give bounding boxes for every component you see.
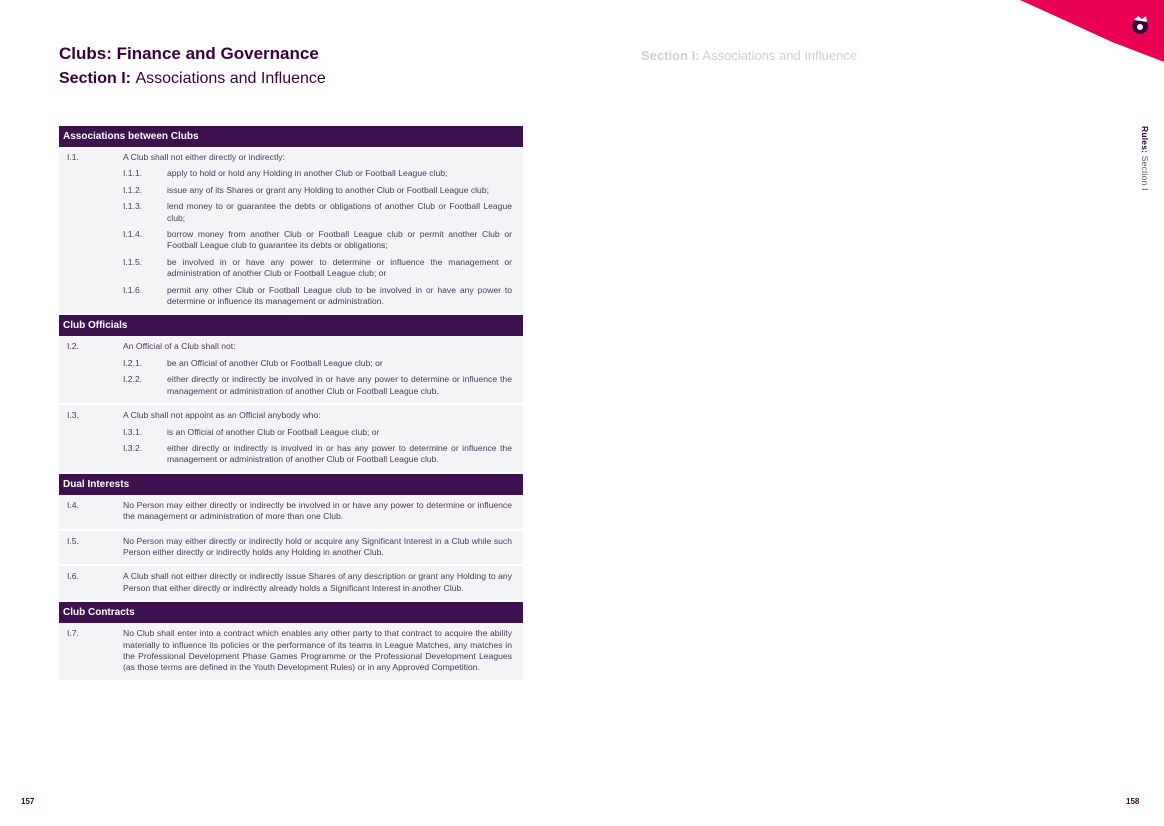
sub-rule-text: issue any of its Shares or grant any Holding to another Club or Football League club; — [167, 184, 489, 195]
sub-rule-number: I.1.6. — [123, 284, 143, 295]
side-tab-label — [1140, 126, 1150, 191]
sub-rule-text: apply to hold or hold any Holding in another Club or Football League club; — [167, 168, 448, 179]
sub-rule-text: be an Official of another Club or Football League club; or — [167, 357, 383, 368]
sub-rule-text: either directly or indirectly is involved in or has any power to determine or influence the management or administration of another Club or Football League club. — [167, 442, 512, 465]
sub-rule-text: be involved in or have any power to determine or influence the management or administration of another Club or Football League club; or — [167, 256, 512, 279]
rule-text: A Club shall not appoint as an Official anybody who: — [123, 410, 321, 421]
section-subtitle — [59, 70, 326, 88]
sub-rule-number: I.3.1. — [123, 426, 143, 437]
sub-rule-text: either directly or indirectly be involved in or have any power to determine or influence the management or administration of another Club or Football League club. — [167, 374, 512, 396]
sub-rule-text: permit any other Club or Football League club to be involved in or have any power to determine or influence its management or administration. — [167, 284, 512, 307]
rule-line — [67, 152, 512, 163]
sub-rule-number: I.1.2. — [123, 184, 143, 195]
rule-text: A Club shall not either directly or indirectly: — [123, 152, 285, 162]
section-heading: Club Officials — [59, 315, 523, 336]
sub-rule-number: I.3.2. — [123, 442, 143, 453]
right-section-name: Associations and Influence — [702, 48, 858, 63]
section-heading: Associations between Clubs — [59, 126, 523, 147]
sub-rule-text: lend money to or guarantee the debts or obligations of another Club or Football League club; — [167, 201, 512, 223]
rule-line — [67, 536, 512, 559]
sub-rule — [123, 358, 512, 369]
rule-line — [67, 571, 512, 594]
rule-block — [59, 495, 523, 531]
section-heading: Club Contracts — [59, 602, 523, 623]
sub-rule — [123, 443, 512, 466]
sub-rule-text: borrow money from another Club or Football League club or permit another Club or Football League club to guarantee its debts or obligations; — [167, 229, 512, 251]
right-page-running-header — [641, 48, 857, 63]
side-tab-rest: Section I — [1140, 155, 1150, 191]
rule-block — [59, 147, 523, 315]
rule-block — [59, 336, 523, 405]
sub-rule-number: I.1.3. — [123, 201, 143, 212]
corner-brand-shape — [1004, 0, 1164, 70]
sub-rule — [123, 257, 512, 280]
rule-line — [67, 410, 512, 421]
sub-rule-number: I.2.2. — [123, 374, 143, 385]
rule-number: I.7. — [67, 628, 79, 639]
rule-number: I.2. — [67, 341, 79, 352]
rule-block — [59, 566, 523, 602]
sub-rule-number: I.2.1. — [123, 357, 143, 368]
rule-block — [59, 623, 523, 682]
rule-block — [59, 405, 523, 474]
sub-rule — [123, 201, 512, 224]
side-tab-bold: Rules: — [1140, 126, 1150, 154]
section-label: Section I: — [59, 70, 132, 87]
rule-text: No Club shall enter into a contract which enables any other party to that contract to acquire the ability materially to influence its policies or the performance of its teams in League Matches, any matches in the Professional Development Phase Games Programme or the Professional Development Leagues (as those terms are defined in the Youth Development Rules) or in any Approved Competition. — [123, 628, 512, 673]
rule-number: I.6. — [67, 571, 79, 582]
sub-rule-number: I.1.5. — [123, 256, 143, 267]
section-heading: Dual Interests — [59, 474, 523, 495]
rule-line — [67, 628, 512, 674]
rule-line — [67, 341, 512, 352]
rule-text: A Club shall not either directly or indirectly issue Shares of any description or grant any Holding to any Person that either directly or indirectly already holds a Significant Interest in another Club. — [123, 571, 512, 593]
rule-number: I.3. — [67, 410, 79, 421]
sub-rule — [123, 229, 512, 252]
rules-table — [59, 126, 523, 682]
rule-text: No Person may either directly or indirectly be involved in or have any power to determine or influence the management or administration of more than one Club. — [123, 499, 512, 522]
rule-number: I.1. — [67, 152, 79, 162]
rule-text: An Official of a Club shall not: — [123, 341, 236, 352]
sub-rule — [123, 185, 512, 196]
rule-text: No Person may either directly or indirectly hold or acquire any Significant Interest in a Club while such Person either directly or indirectly holds any Holding in another Club. — [123, 535, 512, 557]
right-section-label: Section I: — [641, 48, 700, 63]
rule-block — [59, 531, 523, 567]
page-number-left: 157 — [21, 797, 35, 806]
rule-number: I.4. — [67, 499, 79, 510]
sub-rule — [123, 374, 512, 397]
section-name: Associations and Influence — [135, 70, 326, 87]
sub-rule-number: I.1.4. — [123, 229, 143, 240]
rule-number: I.5. — [67, 535, 79, 546]
sub-rule — [123, 285, 512, 308]
page-title: Clubs: Finance and Governance — [59, 44, 319, 63]
sub-rule-number: I.1.1. — [123, 168, 143, 179]
rule-line — [67, 500, 512, 523]
sub-rule — [123, 427, 512, 438]
page-number-right: 158 — [1126, 797, 1140, 806]
sub-rule — [123, 168, 512, 179]
sub-rule-text: is an Official of another Club or Football League club; or — [167, 426, 380, 437]
